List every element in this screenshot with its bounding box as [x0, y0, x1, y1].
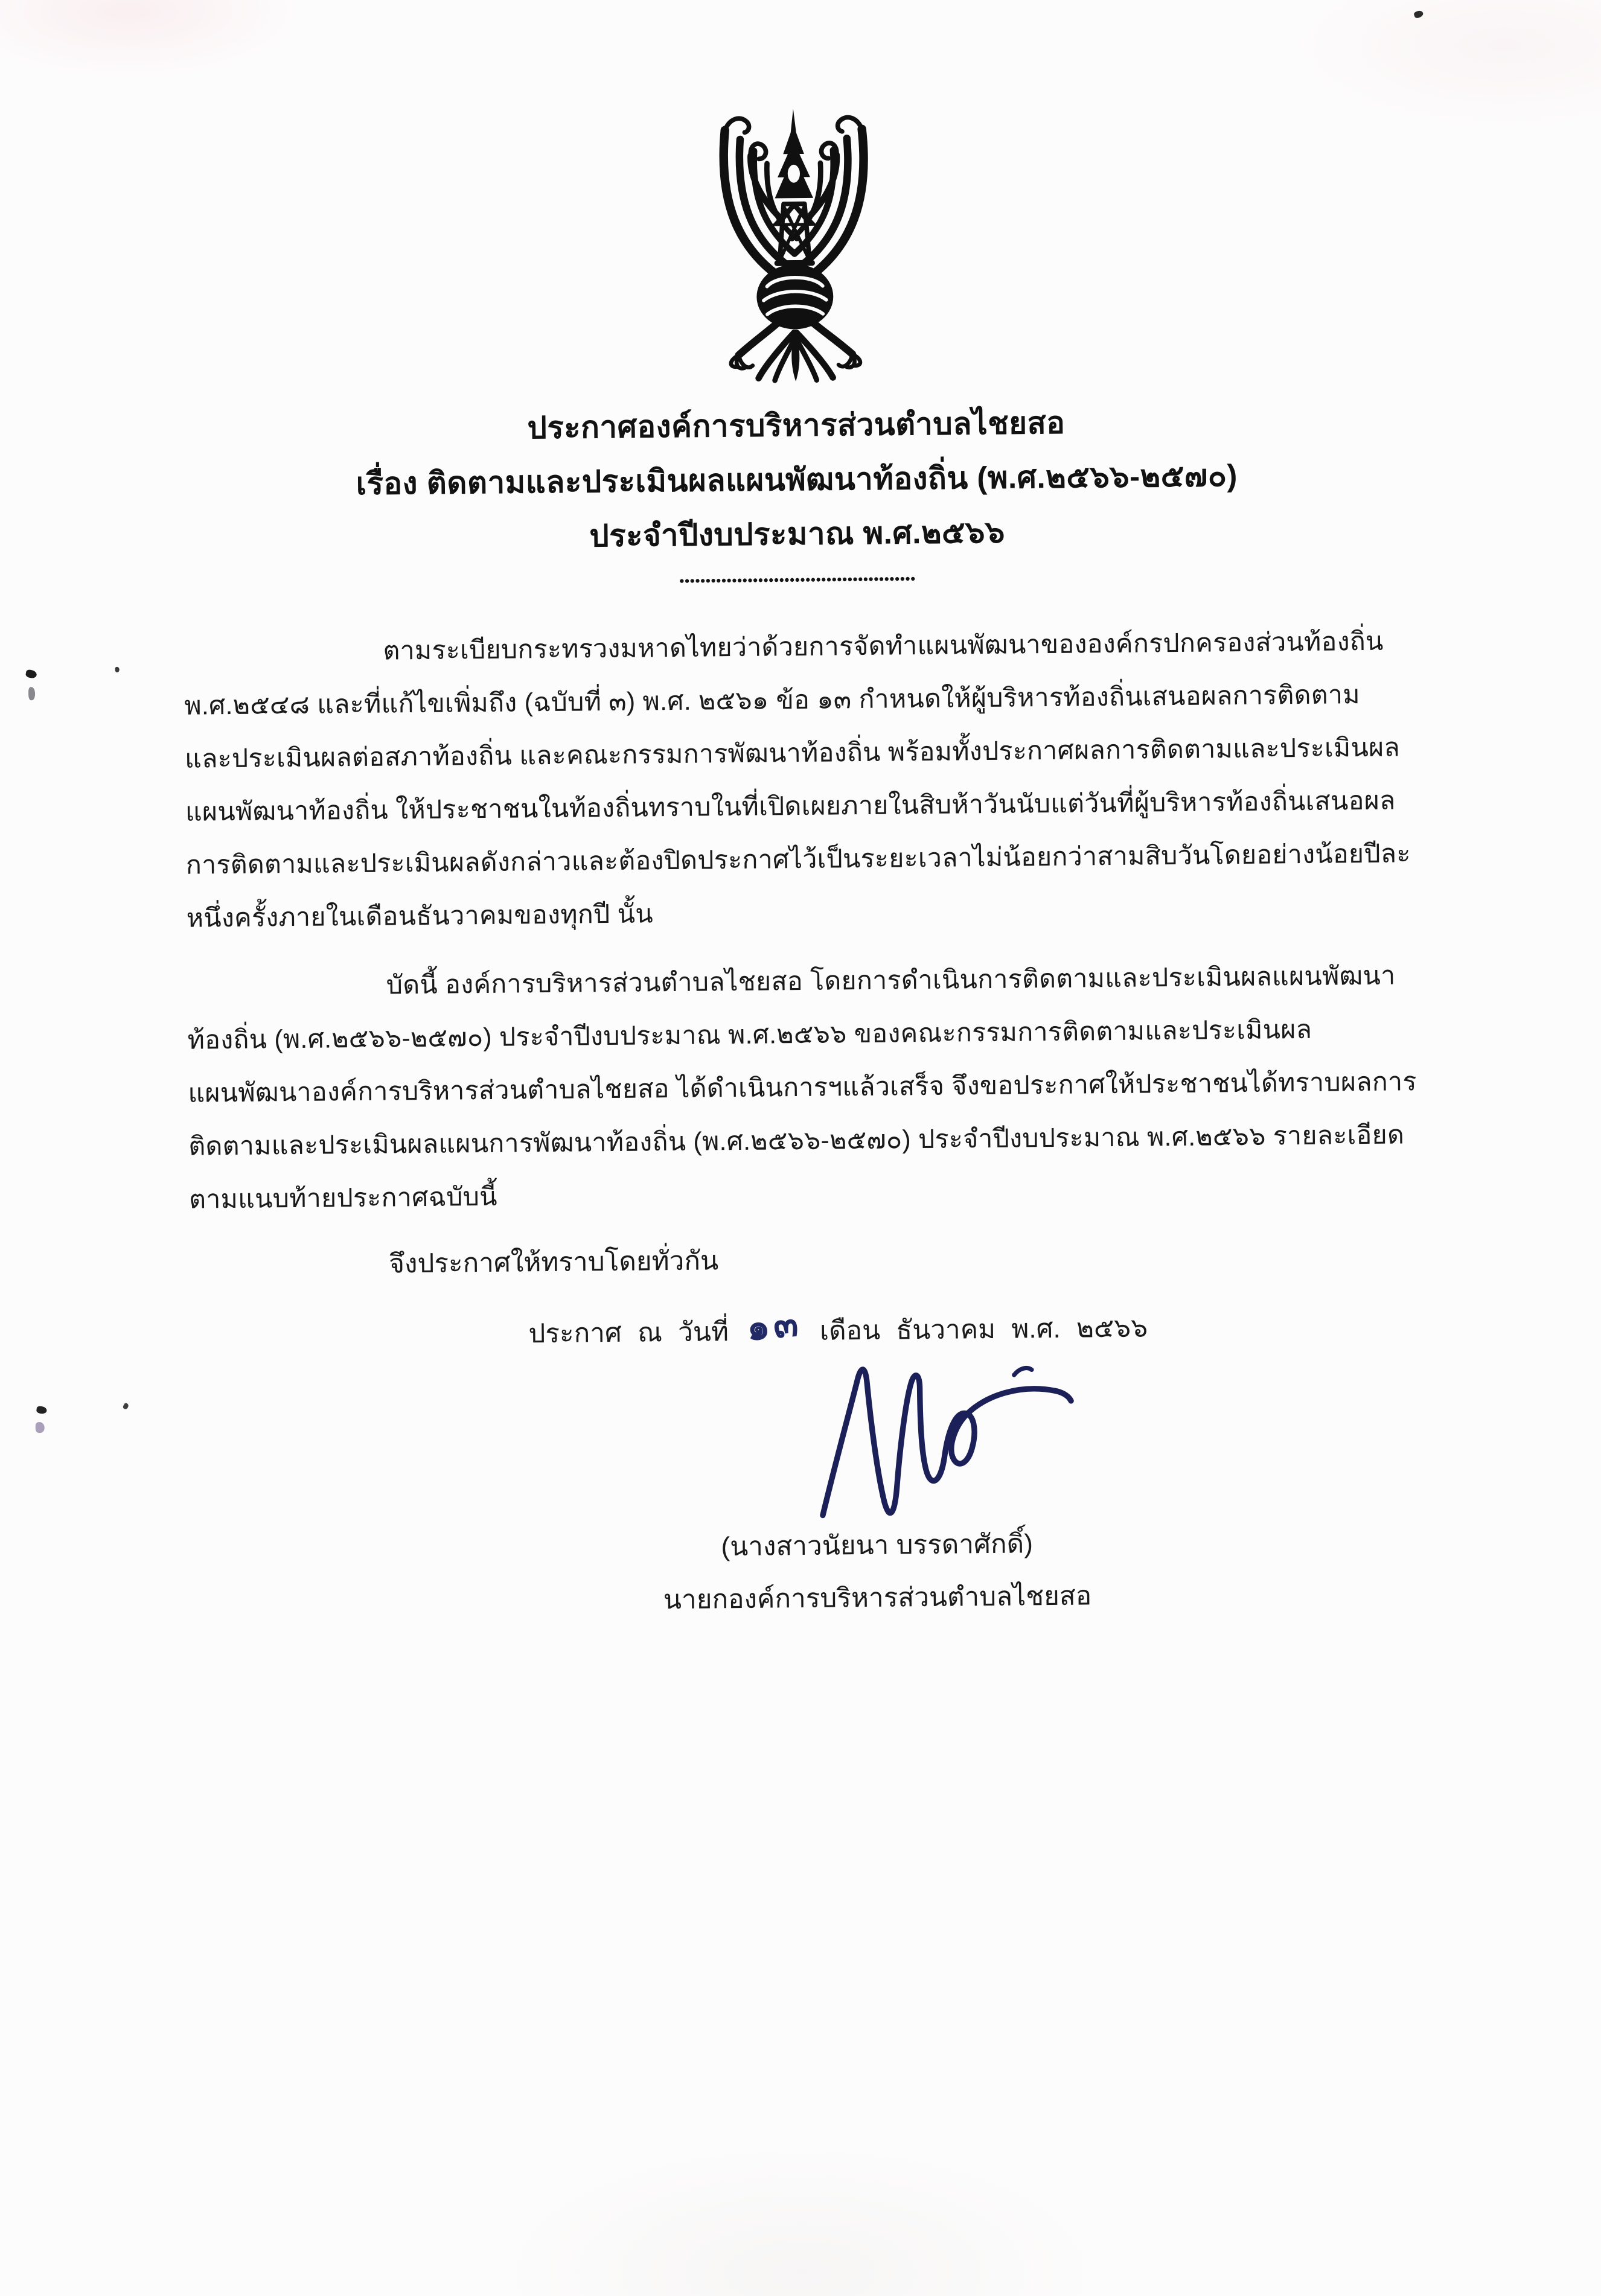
- scan-speck: [25, 669, 37, 679]
- paragraph-1-line: และประเมินผลต่อสภาท้องถิ่น และคณะกรรมการพัฒนาท้องถิ่น พร้อมทั้งประกาศผลการติดตามและประเมินผล: [184, 733, 1401, 774]
- title-line-1: ประกาศองค์การบริหารส่วนตำบลไชยสอ: [527, 405, 1066, 445]
- handwritten-day: ๑๓: [744, 1303, 804, 1348]
- paragraph-2-line: บัดนี้ องค์การบริหารส่วนตำบลไชยสอ โดยการดำเนินการติดตามและประเมินผลแผนพัฒนา: [386, 961, 1396, 1000]
- scan-speck: [36, 1406, 47, 1414]
- paragraph-1-line: พ.ศ.๒๕๔๘ และที่แก้ไขเพิ่มถึง (ฉบับที่ ๓) พ.ศ. ๒๕๖๑ ข้อ ๑๓ กำหนดให้ผู้บริหารท้องถิ่นเสนอผลการติดตาม: [184, 680, 1361, 721]
- paragraph-1: [184, 614, 1499, 945]
- signer-name: (นางสาวนัยนา บรรดาศักดิ์): [721, 1529, 1034, 1562]
- scan-speck: [36, 1422, 45, 1433]
- scan-speck: [28, 687, 35, 700]
- signer-block: [76, 1511, 1601, 1631]
- title-line-2: เรื่อง ติดตามและประเมินผลแผนพัฒนาท้องถิ่น (พ.ศ.๒๕๖๖-๒๕๗๐): [356, 458, 1238, 502]
- dotted-divider: •••••••••••••••••••••••••••••••••••••••••••••: [679, 571, 916, 588]
- paragraph-2: [187, 948, 1501, 1226]
- paragraph-1-line: การติดตามและประเมินผลดังกล่าวและต้องปิดประกาศไว้เป็นระยะเวลาไม่น้อยกว่าสามสิบวันโดยอย่างน้อยปีละ: [185, 839, 1411, 880]
- paragraph-2-line: ติดตามและประเมินผลแผนการพัฒนาท้องถิ่น (พ.ศ.๒๕๖๖-๒๕๗๐) ประจำปีงบประมาณ พ.ศ.๒๕๖๖ รายละเอียด: [188, 1120, 1405, 1161]
- date-prefix: ประกาศ ณ วันที่: [528, 1317, 729, 1349]
- scan-speck: [122, 1402, 129, 1410]
- paragraph-1-line: หนึ่งครั้งภายในเดือนธันวาคมของทุกปี นั้น: [186, 899, 654, 933]
- scan-speck: [1413, 10, 1424, 19]
- garuda-emblem-icon: [689, 97, 901, 392]
- paragraph-2-line: แผนพัฒนาองค์การบริหารส่วนตำบลไชยสอ ได้ดำเนินการฯแล้วเสร็จ จึงขอประกาศให้ประชาชนได้ทราบผลการ: [188, 1067, 1417, 1108]
- paragraph-2-line: ท้องถิ่น (พ.ศ.๒๕๖๖-๒๕๗๐) ประจำปีงบประมาณ พ.ศ.๒๕๖๖ ของคณะกรรมการติดตามและประเมินผล: [187, 1015, 1312, 1055]
- paragraph-1-line: แผนพัฒนาท้องถิ่น ให้ประชาชนในท้องถิ่นทราบในที่เปิดเผยภายในสิบห้าวันนับแต่วันที่ผู้บริหารท้องถิ่นเสนอผล: [185, 786, 1396, 827]
- scan-speck: [115, 667, 120, 672]
- signature-ink: [793, 1353, 1154, 1533]
- title-line-3: ประจำปีงบประมาณ พ.ศ.๒๕๖๖: [589, 514, 1006, 553]
- signer-position: นายกองค์การบริหารส่วนตำบลไชยสอ: [663, 1581, 1092, 1615]
- closing-statement: จึงประกาศให้ทราบโดยทั่วกัน: [388, 1246, 719, 1279]
- announcement-date-line: [4, 1291, 1601, 1363]
- document-title-block: [0, 391, 1598, 569]
- date-suffix: เดือน ธันวาคม พ.ศ. ๒๕๖๖: [819, 1313, 1148, 1346]
- paragraph-2-line: ตามแนบท้ายประกาศฉบับนี้: [188, 1182, 497, 1214]
- paragraph-1-line: ตามระเบียบกระทรวงมหาดไทยว่าด้วยการจัดทำแผนพัฒนาขององค์กรปกครองส่วนท้องถิ่น: [383, 627, 1384, 666]
